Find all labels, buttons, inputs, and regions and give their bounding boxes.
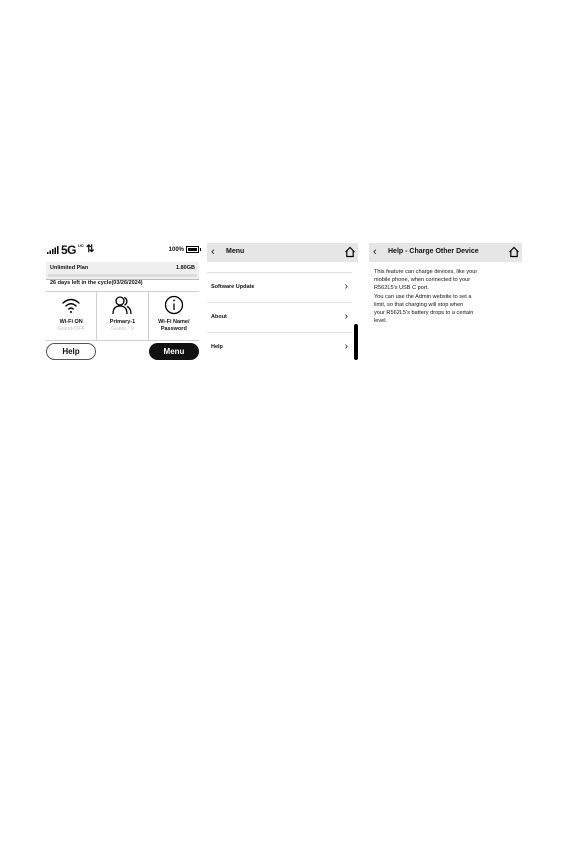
primary-count: Primary-1: [109, 319, 136, 325]
wifi-status: Wi-Fi ON: [59, 319, 83, 325]
help-button[interactable]: Help: [46, 343, 96, 360]
menu-item-help[interactable]: [207, 333, 352, 363]
chevron-right-icon: ›: [344, 341, 348, 352]
plan-name: Unlimited Plan: [50, 265, 89, 271]
help-body: [374, 268, 519, 325]
help-line: limit, so that charging will stop when: [374, 301, 464, 308]
battery-icon: [186, 246, 199, 253]
scrollbar[interactable]: [354, 324, 358, 360]
plan-card[interactable]: [46, 262, 199, 280]
network-subtype: UC: [78, 243, 84, 248]
wifi-icon: [61, 295, 81, 315]
guest-count: Guest - 0: [111, 326, 134, 332]
menu-button[interactable]: Menu: [149, 343, 199, 360]
battery-indicator: [169, 246, 199, 253]
tile-users[interactable]: [97, 292, 148, 340]
page-title: Menu: [226, 248, 245, 255]
help-line: your R562L5's battery drops to a certain: [374, 310, 474, 317]
help-line: This feature can charge devices, like your: [374, 269, 478, 275]
users-icon: [111, 295, 133, 315]
page-title: Help - Charge Other Device: [388, 248, 479, 255]
battery-fill: [188, 248, 197, 251]
help-line: mobile phone, when connected to your: [374, 277, 471, 284]
help-line: level.: [374, 318, 388, 325]
menu-header: [207, 243, 358, 262]
tile-wifi-name[interactable]: [149, 292, 199, 340]
menu-screen: [207, 243, 358, 365]
home-icon[interactable]: [344, 246, 356, 258]
help-header: [369, 243, 522, 262]
network-type: 5G: [61, 243, 77, 257]
menu-item-label: About: [211, 314, 227, 320]
back-icon[interactable]: ‹: [211, 246, 215, 258]
signal-icon: [47, 246, 59, 254]
menu-item-about[interactable]: [207, 303, 352, 333]
cycle-text: 26 days left in the cycle(03/26/2024): [50, 280, 143, 286]
data-transfer-icon: ⇅: [86, 244, 95, 255]
tile-row: [46, 291, 199, 341]
back-icon[interactable]: ‹: [373, 246, 377, 258]
status-bar: [46, 243, 199, 260]
help-line: You can use the Admin website to set a: [374, 293, 472, 300]
chevron-right-icon: ›: [344, 311, 348, 322]
password-label: Password: [160, 326, 187, 332]
menu-item-label: Software Update: [211, 284, 255, 290]
help-line: R562L5's USB C port.: [374, 285, 429, 292]
home-screen: [46, 243, 199, 365]
home-icon[interactable]: [508, 246, 520, 258]
usage-bar: [48, 274, 197, 277]
chevron-right-icon: ›: [344, 281, 348, 292]
help-screen: [369, 243, 522, 365]
guest-status: Guest-OFF: [57, 326, 85, 332]
plan-usage: 1.80GB: [176, 265, 195, 271]
battery-percent: 100%: [168, 246, 184, 253]
info-icon: [164, 295, 184, 315]
menu-item-label: Help: [211, 344, 223, 350]
wifi-name-label: Wi-Fi Name/: [158, 319, 190, 325]
menu-item-software-update[interactable]: [207, 273, 352, 303]
tile-wifi[interactable]: [46, 292, 97, 340]
